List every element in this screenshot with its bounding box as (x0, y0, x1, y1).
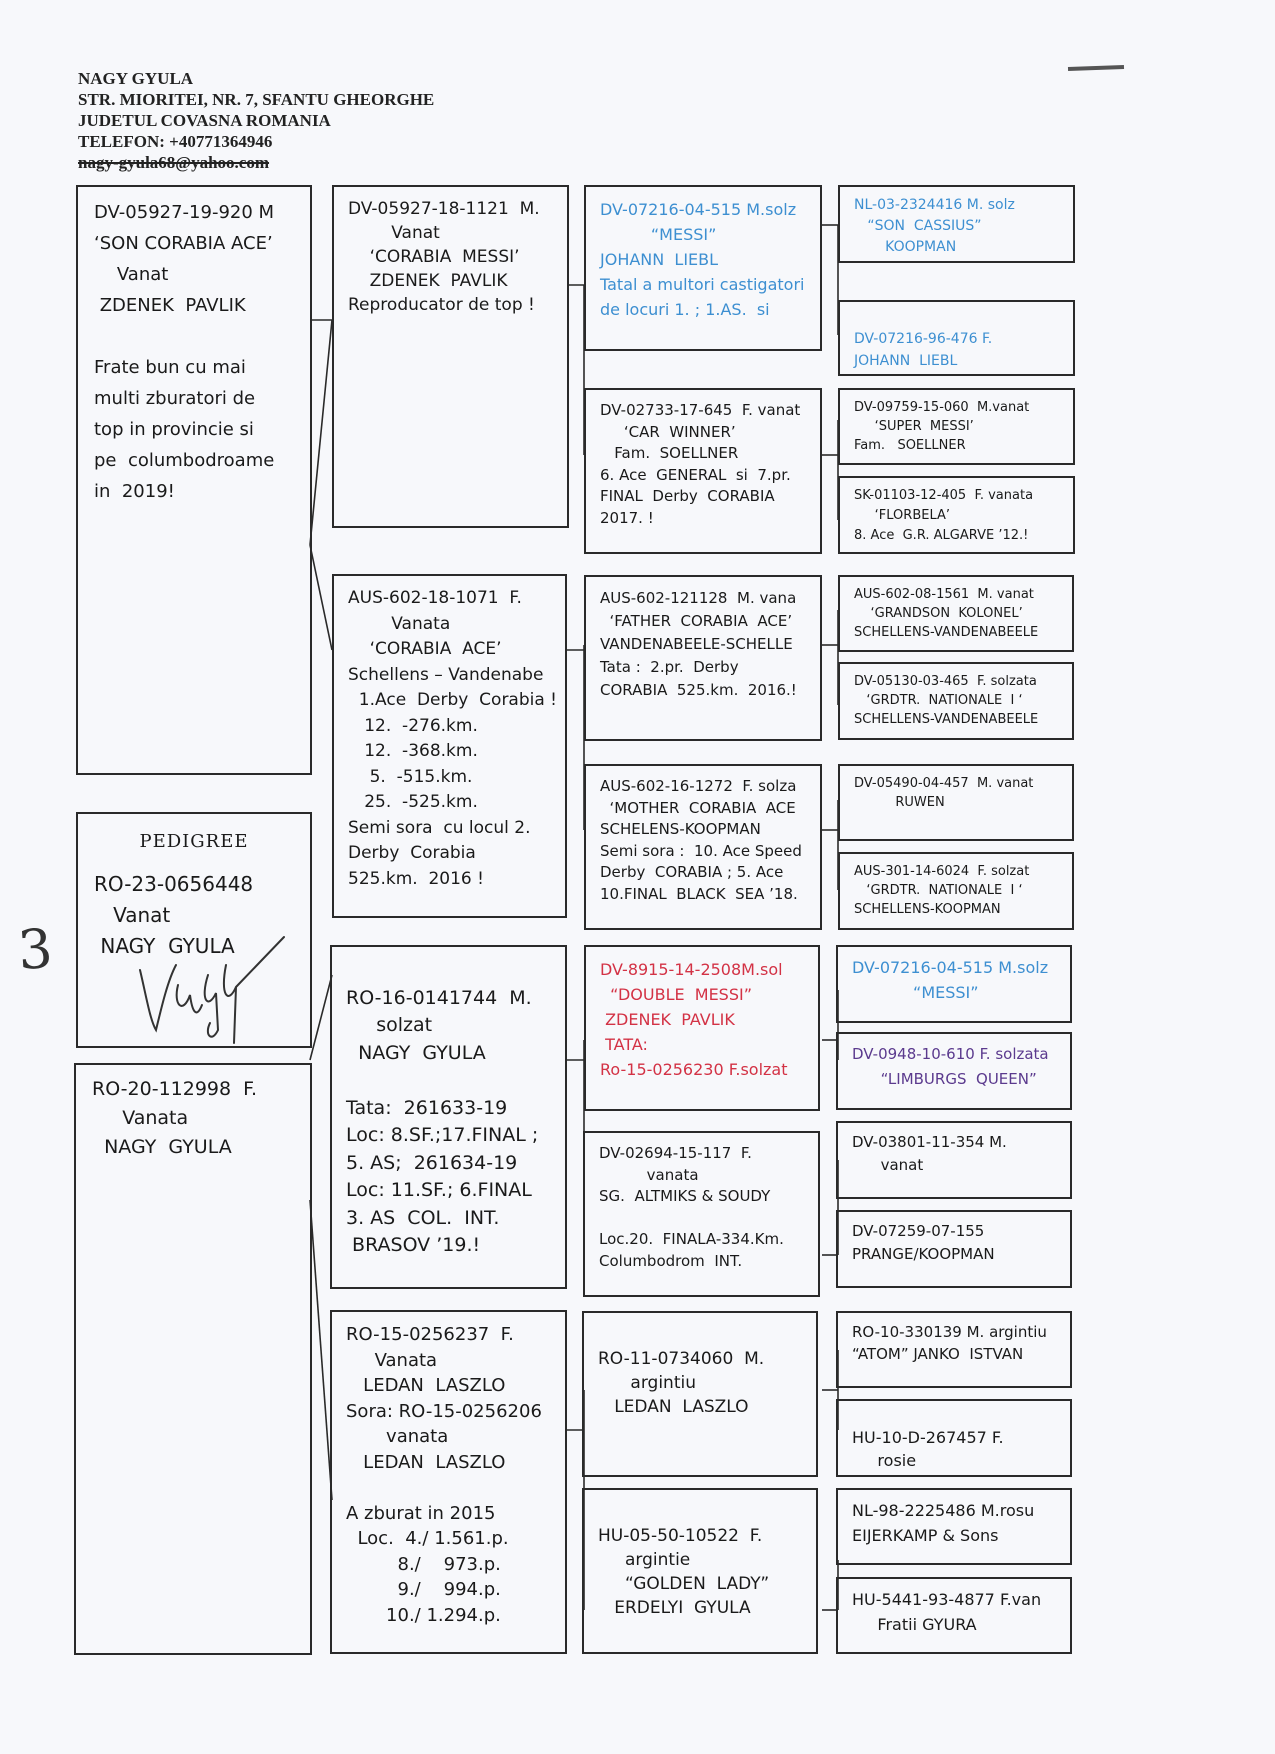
text-line: NAGY GYULA (346, 1041, 486, 1064)
text-line (598, 1323, 802, 1347)
text-line: DV-05927-18-1121 M. (348, 199, 540, 219)
owner-phone: TELEFON: +40771364946 (78, 132, 273, 151)
text-line: Vanat (94, 903, 171, 927)
text-line: ‘SON CORABIA ACE’ (94, 233, 273, 254)
text-line: Vanata (346, 1349, 438, 1371)
owner-county: JUDETUL COVASNA ROMANIA (78, 111, 331, 130)
text-line: vanat (852, 1156, 924, 1174)
text-line: SCHELENS-KOOPMAN (600, 820, 761, 838)
gen4-box-3 (838, 388, 1075, 465)
text-line: Fratii GYURA (852, 1615, 977, 1634)
text-line: 10.FINAL BLACK SEA ’18. (600, 884, 798, 903)
text-line: DV-05927-19-920 M (94, 202, 275, 223)
text-line: Ro-15-0256230 F.solzat (600, 1060, 788, 1079)
text-line: Frate bun cu mai (94, 357, 246, 378)
text-line: NL-98-2225486 M.rosu (852, 1501, 1035, 1520)
text-line: 1.Ace Derby Corabia ! (348, 690, 557, 710)
gen4-box-8 (838, 852, 1074, 930)
gen4-box-12 (836, 1210, 1072, 1288)
text-line: Semi sora : 10. Ace Speed (600, 841, 802, 860)
text-line: FINAL Derby CORABIA (600, 487, 775, 505)
gen4-box-10 (836, 1032, 1072, 1110)
pedigree-title: PEDIGREE (139, 831, 249, 852)
gen3-box-5 (584, 945, 820, 1111)
text-line (854, 306, 1059, 328)
gen2-box-1 (332, 185, 569, 528)
text-line (346, 1067, 551, 1095)
text-line (598, 1500, 802, 1524)
gen4-box-6 (838, 662, 1074, 740)
text-line: DV-0948-10-610 F. solzata (852, 1045, 1049, 1063)
text-line: LEDAN LASZLO (346, 1451, 506, 1473)
text-line: NAGY GYULA (94, 934, 235, 958)
text-line: solzat (346, 1014, 433, 1036)
text-line: DV-07259-07-155 (852, 1222, 985, 1240)
text-line (599, 1208, 804, 1230)
text-line: ‘SUPER MESSI’ (854, 419, 974, 434)
text-line: “MESSI” (852, 983, 979, 1002)
text-line: NL-03-2324416 M. solz (854, 197, 1015, 213)
text-line (852, 1403, 1056, 1426)
text-line: DV-05490-04-457 M. vanat (854, 776, 1034, 791)
text-line: AUS-602-18-1071 F. (348, 588, 522, 608)
text-line: 12. -276.km. (348, 715, 478, 736)
text-line: RO-20-112998 F. (92, 1078, 258, 1100)
mother-box (74, 1063, 312, 1655)
text-line: “SON CASSIUS” (854, 218, 982, 234)
text-line: Sora: RO-15-0256206 (346, 1400, 542, 1422)
text-line: Tatal a multori castigatori (600, 275, 805, 294)
text-line: TATA: (600, 1035, 648, 1054)
text-line: in 2019! (94, 481, 175, 502)
text-line: JOHANN LIEBL (600, 250, 719, 269)
owner-address: STR. MIORITEI, NR. 7, SFANTU GHEORGHE (78, 90, 435, 109)
gen2-box-4 (330, 1310, 567, 1654)
text-line: “ATOM” JANKO ISTVAN (852, 1345, 1024, 1363)
text-line (346, 957, 551, 985)
text-line: ZDENEK PAVLIK (94, 295, 246, 316)
text-line: Loc: 11.SF.; 6.FINAL (346, 1179, 532, 1201)
text-line: “MESSI” (600, 225, 717, 244)
gen3-box-7 (582, 1311, 818, 1477)
text-line: LEDAN LASZLO (598, 1397, 749, 1417)
text-line: Tata : 2.pr. Derby (600, 658, 739, 676)
gen3-box-3 (584, 575, 822, 741)
text-line: vanata (599, 1165, 699, 1184)
gen3-box-6 (583, 1131, 820, 1297)
gen3-box-1 (584, 185, 822, 351)
gen4-box-9 (836, 945, 1072, 1023)
text-line: NAGY GYULA (92, 1136, 232, 1158)
gen4-box-15 (836, 1488, 1072, 1565)
text-line: top in provincie si (94, 419, 254, 440)
text-line: VANDENABEELE-SCHELLE (600, 635, 793, 653)
text-line: 9./ 994.p. (346, 1579, 501, 1600)
text-line: SG. ALTMIKS & SOUDY (599, 1187, 771, 1205)
text-line: ‘MOTHER CORABIA ACE (600, 798, 796, 817)
text-line: 5. AS; 261634-19 (346, 1151, 518, 1174)
text-line: RO-16-0141744 M. (346, 986, 532, 1009)
text-line: ‘FLORBELA’ (854, 508, 951, 523)
text-line: CORABIA 525.km. 2016.! (600, 681, 797, 699)
text-line: RUWEN (854, 795, 945, 810)
gen3-box-2 (584, 388, 822, 554)
text-line: 5. -515.km. (348, 766, 473, 787)
text-line: Vanat (94, 264, 169, 285)
text-line: HU-10-D-267457 F. (852, 1428, 1004, 1447)
text-line: Loc: 8.SF.;17.FINAL ; (346, 1124, 539, 1146)
owner-email: nagy-gyula68@yahoo.com (78, 153, 270, 172)
text-line: Loc.20. FINALA-334.Km. (599, 1230, 784, 1248)
text-line: ERDELYI GYULA (598, 1598, 751, 1618)
sibling-box (76, 185, 312, 775)
text-line: RO-10-330139 M. argintiu (852, 1323, 1047, 1341)
text-line: pe columbodroame (94, 450, 275, 471)
text-line: 8. Ace G.R. ALGARVE ’12.! (854, 528, 1029, 543)
text-line: LEDAN LASZLO (346, 1375, 506, 1396)
gen3-box-8 (582, 1488, 818, 1654)
text-line: ‘CORABIA ACE’ (348, 639, 502, 659)
gen4-box-7 (838, 764, 1074, 841)
text-line: Vanata (348, 613, 451, 634)
text-line: HU-05-50-10522 F. (598, 1526, 763, 1546)
text-line: Fam. SOELLNER (854, 438, 966, 453)
text-line: Reproducator de top ! (348, 295, 535, 315)
text-line: EIJERKAMP & Sons (852, 1526, 999, 1545)
text-line: DV-8915-14-2508M.sol (600, 960, 783, 979)
text-line: HU-5441-93-4877 F.van (852, 1590, 1042, 1609)
text-line: Tata: 261633-19 (346, 1096, 508, 1119)
gen4-box-11 (836, 1121, 1072, 1199)
text-line: AUS-602-121128 M. vana (600, 589, 797, 607)
text-line: BRASOV ’19.! (346, 1234, 481, 1256)
text-line: de locuri 1. ; 1.AS. si (600, 300, 770, 319)
gen4-box-2 (838, 300, 1075, 376)
gen4-box-13 (836, 1311, 1072, 1388)
text-line: DV-03801-11-354 M. (852, 1133, 1007, 1151)
text-line: ‘GRDTR. NATIONALE I ‘ (854, 693, 1023, 708)
text-line: multi zburatori de (94, 388, 256, 409)
sheet-number: 3 (15, 916, 55, 983)
text-line: 3. AS COL. INT. (346, 1206, 500, 1229)
text-line: Vanata (92, 1107, 189, 1129)
text-line: ‘CAR WINNER’ (600, 422, 736, 441)
text-line: vanata (346, 1426, 449, 1447)
text-line: 10./ 1.294.p. (346, 1604, 501, 1626)
text-line: DV-02733-17-645 F. vanat (600, 401, 801, 419)
text-line: SCHELLENS-KOOPMAN (854, 902, 1001, 917)
gen3-box-4 (584, 764, 822, 930)
text-line: 25. -525.km. (348, 792, 478, 812)
text-line: “LIMBURGS QUEEN” (852, 1070, 1037, 1088)
gen4-box-5 (838, 575, 1074, 652)
gen4-box-4 (838, 476, 1075, 554)
text-line: DV-07216-04-515 M.solz (600, 200, 797, 219)
text-line: ‘GRDTR. NATIONALE I ‘ (854, 883, 1023, 898)
text-line: Derby CORABIA ; 5. Ace (600, 863, 784, 881)
text-line: argintiu (598, 1373, 696, 1393)
text-line: 8./ 973.p. (346, 1553, 501, 1575)
text-line (346, 1475, 551, 1501)
text-line: DV-07216-96-476 F. (854, 331, 993, 347)
gen4-box-1 (838, 185, 1075, 263)
text-line: RO-15-0256237 F. (346, 1324, 514, 1345)
gen4-box-16 (836, 1577, 1072, 1654)
text-line: DV-07216-04-515 M.solz (852, 958, 1049, 977)
text-line: SCHELLENS-VANDENABEELE (854, 712, 1039, 727)
text-line: ‘CORABIA MESSI’ (348, 247, 520, 267)
text-line: “DOUBLE MESSI” (600, 985, 752, 1004)
handwritten-signature (138, 935, 288, 1045)
text-line: Semi sora cu locul 2. (348, 817, 531, 838)
gen2-box-2 (332, 574, 567, 918)
text-line: ZDENEK PAVLIK (348, 271, 508, 291)
text-line: A zburat in 2015 (346, 1502, 496, 1524)
text-line: 525.km. 2016 ! (348, 868, 484, 889)
gen4-box-14 (836, 1399, 1072, 1477)
text-line: 6. Ace GENERAL si 7.pr. (600, 465, 791, 484)
text-line: RO-23-0656448 (94, 872, 254, 896)
text-line: AUS-301-14-6024 F. solzat (854, 864, 1030, 879)
text-line: ZDENEK PAVLIK (600, 1010, 735, 1029)
text-line: SK-01103-12-405 F. vanata (854, 488, 1034, 503)
text-line: JOHANN LIEBL (854, 353, 958, 369)
text-line: ‘GRANDSON KOLONEL’ (854, 606, 1023, 621)
text-line: SCHELLENS-VANDENABEELE (854, 625, 1039, 640)
text-line: DV-09759-15-060 M.vanat (854, 400, 1030, 415)
text-line: RO-11-0734060 M. (598, 1349, 765, 1369)
text-line: ‘FATHER CORABIA ACE’ (600, 612, 793, 630)
text-line: Derby Corabia (348, 843, 476, 863)
text-line: Fam. SOELLNER (600, 444, 739, 462)
text-line: PRANGE/KOOPMAN (852, 1245, 995, 1263)
owner-name: NAGY GYULA (78, 69, 194, 88)
text-line: Columbodrom INT. (599, 1251, 743, 1270)
text-line: DV-02694-15-117 F. (599, 1144, 752, 1162)
text-line: rosie (852, 1451, 917, 1470)
text-line: KOOPMAN (854, 239, 957, 255)
text-line: “GOLDEN LADY” (598, 1574, 770, 1594)
text-line (94, 321, 294, 352)
text-line: Schellens – Vandenabe (348, 664, 544, 685)
text-line: AUS-602-08-1561 M. vanat (854, 587, 1034, 602)
text-line: 12. -368.km. (348, 741, 478, 761)
text-line: Loc. 4./ 1.561.p. (346, 1528, 509, 1549)
gen2-box-3 (330, 945, 567, 1289)
text-line: 2017. ! (600, 508, 654, 527)
text-line: Vanat (348, 223, 440, 243)
text-line: DV-05130-03-465 F. solzata (854, 674, 1037, 689)
text-line: AUS-602-16-1272 F. solza (600, 777, 797, 795)
text-line: argintie (598, 1550, 691, 1570)
